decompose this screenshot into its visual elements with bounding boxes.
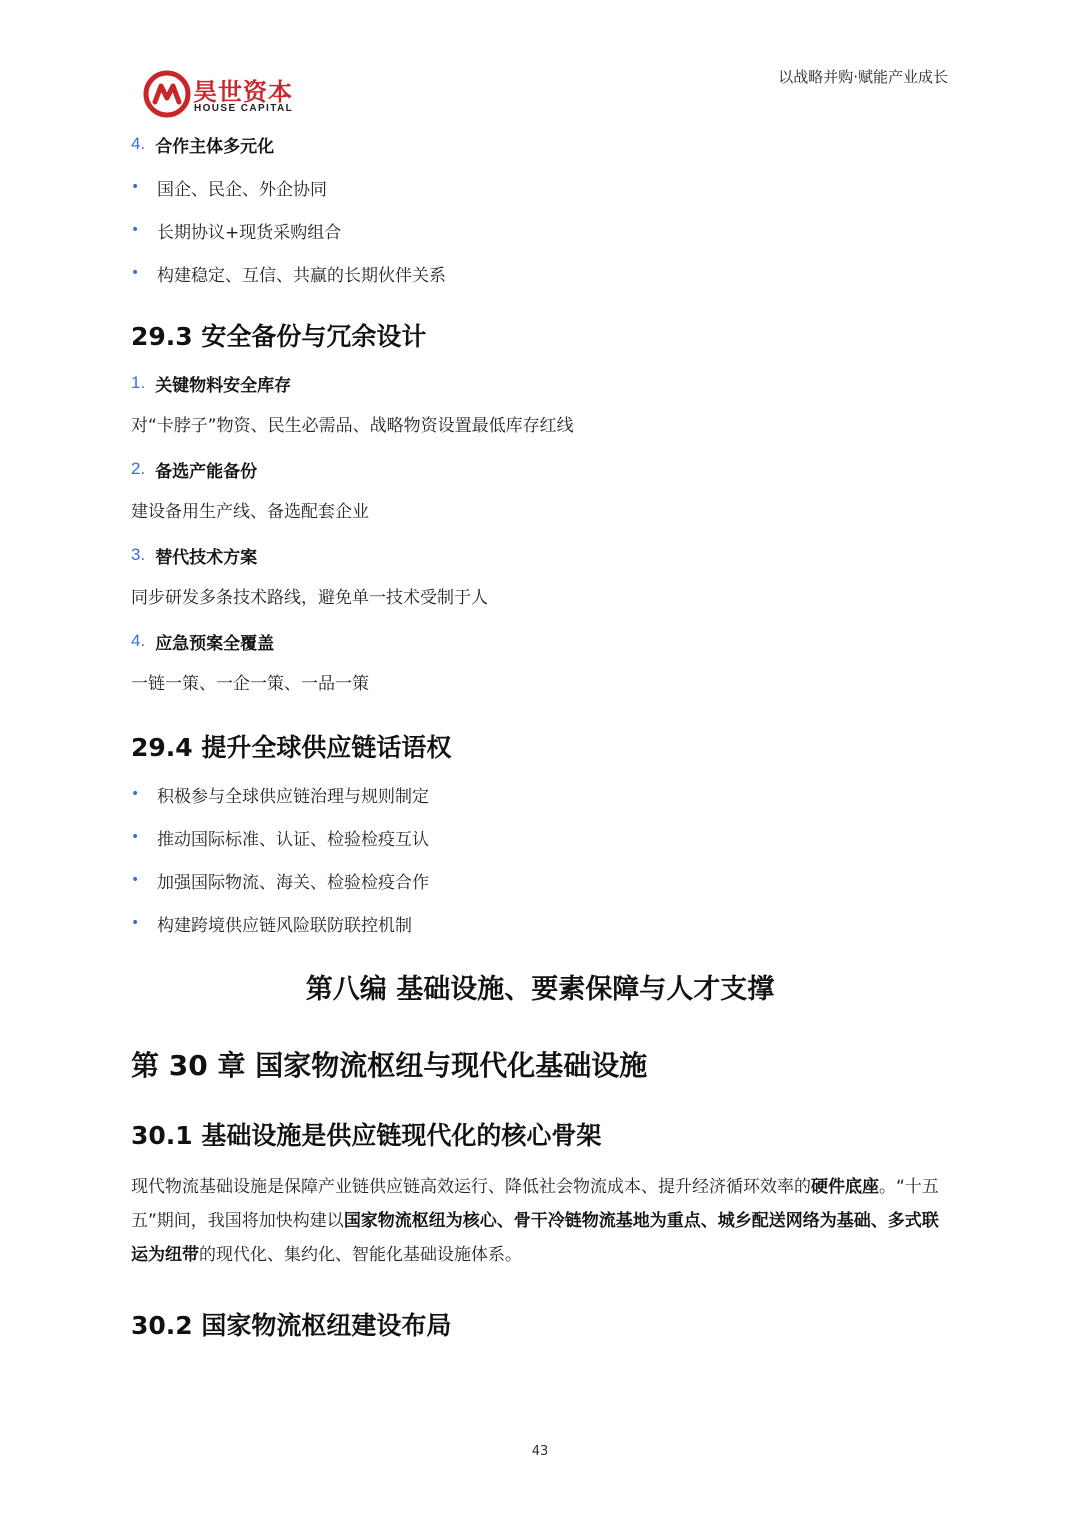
paragraph-text: 的现代化、集约化、智能化基础设施体系。 [199,1245,522,1265]
item-text: 建设备用生产线、备选配套企业 [131,502,369,522]
item-title: 应急预案全覆盖 [155,633,275,654]
page-header [0,0,1080,130]
section-paragraph [131,1170,951,1272]
numbered-heading [131,455,951,483]
item-text: 对“卡脖子”物资、民生必需品、战略物资设置最低库存红线 [131,416,574,436]
item-text: 同步研发多条技术路线，避免单一技术受制于人 [131,588,488,608]
paragraph-bold: 国家物流枢纽为核心、骨干冷链物流基地为重点、城乡配送网络为基础、多式联运为纽带 [131,1211,939,1265]
chapter-heading: 第 30 章 国家物流枢纽与现代化基础设施 [131,1049,648,1082]
section-heading-30-1: 30.1 基础设施是供应链现代化的核心骨架 [131,1121,602,1150]
item-text: 一链一策、一企一策、一品一策 [131,674,369,694]
paragraph-bold: 硬件底座 [811,1177,879,1197]
item-number: 4. [131,134,146,153]
bullet-text: 国企、民企、外企协同 [157,179,327,200]
item-number: 3. [131,545,146,564]
bullet-item [131,780,951,808]
item-number: 4. [131,631,146,650]
company-logo [143,70,313,120]
section-heading-30-2: 30.2 国家物流枢纽建设布局 [131,1311,452,1340]
bullet-icon: • [131,222,140,238]
bullet-icon: • [131,786,140,802]
bullet-icon: • [131,872,140,888]
bullet-text: 长期协议+现货采购组合 [157,222,342,243]
bullet-item [131,259,951,287]
item-title: 合作主体多元化 [155,136,275,157]
paragraph-text: 。“十五五”期间，我国将加快构建以 [131,1177,939,1231]
part-heading: 第八编 基础设施、要素保障与人才支撑 [305,974,775,1005]
logo-mark-icon [143,70,191,118]
item-number: 1. [131,373,146,392]
bullet-item [131,866,951,894]
item-title: 备选产能备份 [155,461,258,482]
bullet-text: 积极参与全球供应链治理与规则制定 [157,786,429,807]
bullet-item [131,173,951,201]
bullet-text: 构建跨境供应链风险联防联控机制 [157,915,412,936]
section-heading-29-3: 29.3 安全备份与冗余设计 [131,322,427,351]
section-heading-29-4: 29.4 提升全球供应链话语权 [131,733,452,762]
numbered-heading [131,369,951,397]
item-number: 2. [131,459,146,478]
bullet-icon: • [131,829,140,845]
bullet-item [131,909,951,937]
bullet-item [131,216,951,244]
header-slogan: 以战略并购·赋能产业成长 [778,68,948,86]
bullet-item [131,823,951,851]
bullet-text: 加强国际物流、海关、检验检疫合作 [157,872,429,893]
page-content [131,130,951,1344]
bullet-icon: • [131,179,140,195]
numbered-heading [131,130,951,158]
bullet-icon: • [131,265,140,281]
item-title: 替代技术方案 [155,547,258,568]
bullet-text: 推动国际标准、认证、检验检疫互认 [157,829,429,850]
page-number: 43 [531,1444,549,1459]
numbered-heading [131,541,951,569]
bullet-text: 构建稳定、互信、共赢的长期伙伴关系 [157,265,446,286]
numbered-heading [131,627,951,655]
item-title: 关键物料安全库存 [155,375,292,396]
logo-english-name: HOUSE CAPITAL [194,103,294,114]
paragraph-text: 现代物流基础设施是保障产业链供应链高效运行、降低社会物流成本、提升经济循环效率的 [131,1177,811,1197]
logo-chinese-name: 昊世资本 [193,78,293,106]
bullet-icon: • [131,915,140,931]
